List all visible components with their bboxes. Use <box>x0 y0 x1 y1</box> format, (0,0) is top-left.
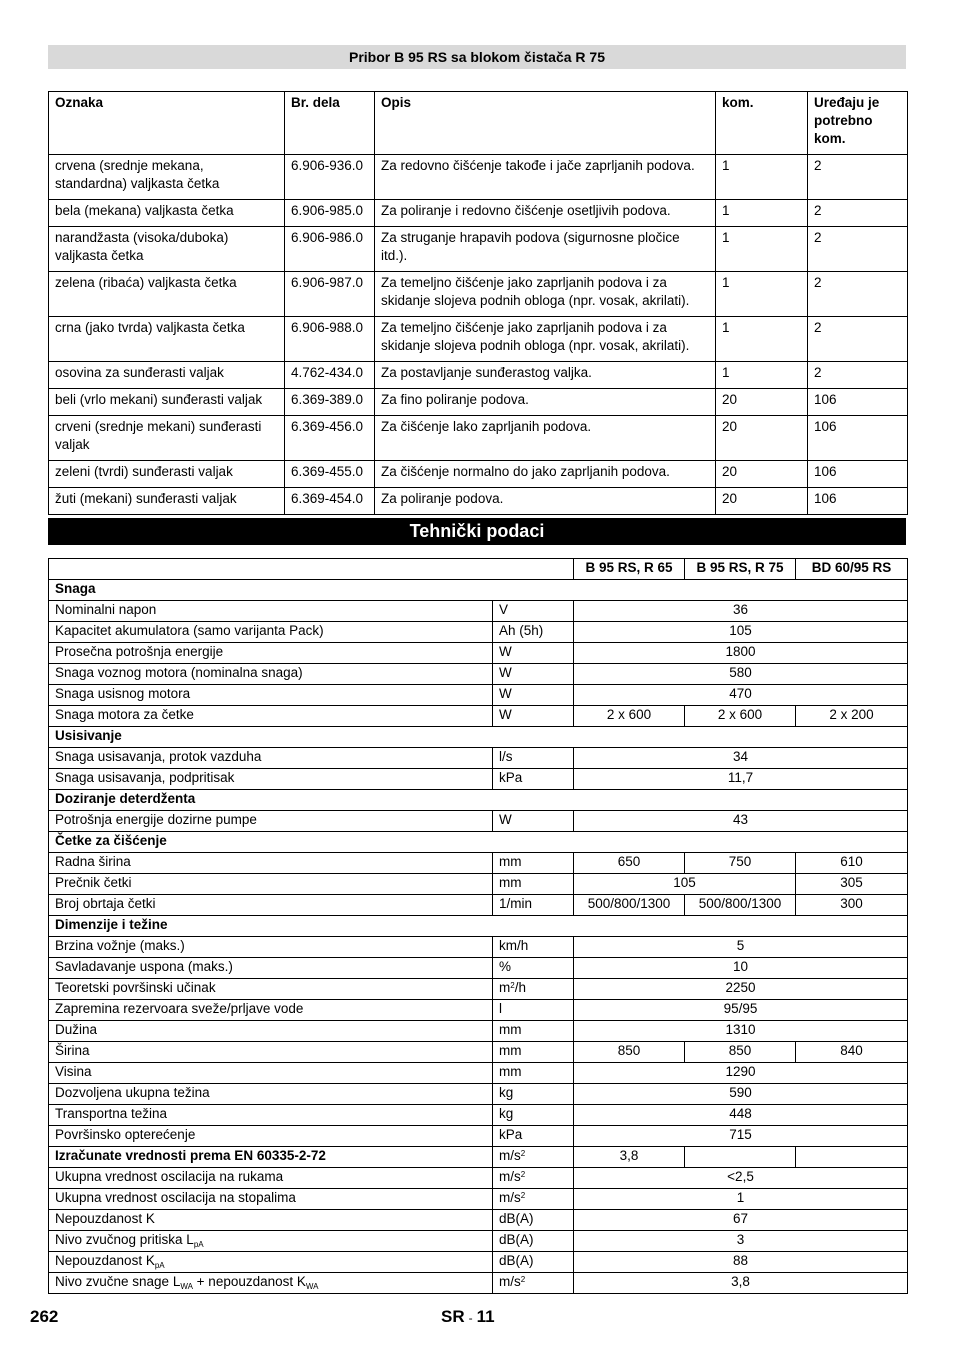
spec-label <box>49 1084 493 1105</box>
spec-label-text: Teoretski površinski učinak <box>55 980 216 995</box>
spec-unit <box>493 1273 574 1294</box>
spec-unit-text: Ah (5h) <box>499 623 544 638</box>
spec-label-text: Potrošnja energije dozirne pumpe <box>55 812 257 827</box>
spec-label-text: Snaga voznog motora (nominalna snaga) <box>55 665 303 680</box>
spec-row <box>49 664 908 685</box>
spec-unit-text: l/s <box>499 749 513 764</box>
spec-value <box>796 1147 908 1168</box>
spec-label <box>49 1126 493 1147</box>
required-qty: 2 <box>808 227 908 272</box>
tech-header-blank <box>49 559 574 580</box>
spec-unit-text: dB(A) <box>499 1211 534 1226</box>
spec-unit <box>493 685 574 706</box>
spec-value: 67 <box>574 1210 908 1231</box>
spec-label-text: Površinsko opterećenje <box>55 1127 196 1142</box>
spec-label-text: Nivo zvučne snage L <box>55 1274 181 1289</box>
spec-value <box>685 1147 796 1168</box>
accessory-description: Za temeljno čišćenje jako zaprljanih podova i za skidanje slojeva podnih obloga (npr. vosak, akrilati). <box>375 317 716 362</box>
spec-row <box>49 1147 908 1168</box>
accessory-row <box>49 488 908 515</box>
spec-row <box>49 1210 908 1231</box>
spec-row <box>49 1273 908 1294</box>
spec-unit-text: mm <box>499 1022 522 1037</box>
spec-unit <box>493 874 574 895</box>
spec-label-text: Snaga usisavanja, podpritisak <box>55 770 235 785</box>
spec-row <box>49 1126 908 1147</box>
page-number: 262 <box>30 1307 59 1326</box>
spec-unit <box>493 1231 574 1252</box>
spec-unit <box>493 643 574 664</box>
spec-label-text: Radna širina <box>55 854 131 869</box>
spec-unit <box>493 1210 574 1231</box>
spec-unit-text: mm <box>499 1064 522 1079</box>
required-qty: 106 <box>808 461 908 488</box>
spec-unit-superscript: 2 <box>510 981 515 990</box>
accessory-description: Za poliranje podova. <box>375 488 716 515</box>
spec-unit-text: mm <box>499 1043 522 1058</box>
separator: - <box>468 1311 473 1325</box>
spec-row <box>49 643 908 664</box>
spec-unit-text: m/s <box>499 1190 521 1205</box>
spec-label-text: Prosečna potrošnja energije <box>55 644 224 659</box>
spec-unit-text: m/s <box>499 1169 521 1184</box>
spec-label <box>49 748 493 769</box>
accessory-row <box>49 362 908 389</box>
spec-label-text: Nivo zvučnog pritiska L <box>55 1232 194 1247</box>
spec-unit-text: 1/min <box>499 896 533 911</box>
spec-label <box>49 1252 493 1273</box>
spec-label <box>49 769 493 790</box>
qty: 20 <box>716 389 808 416</box>
accessory-name: crveni (srednje mekani) sunđerasti valjak <box>49 416 285 461</box>
tech-data-table <box>48 558 908 1294</box>
spec-value: 3,8 <box>574 1273 908 1294</box>
spec-unit-text: kg <box>499 1085 514 1100</box>
accessory-description: Za postavljanje sunđerastog valjka. <box>375 362 716 389</box>
spec-label <box>49 1189 493 1210</box>
spec-label-text: Dozvoljena ukupna težina <box>55 1085 210 1100</box>
spec-label <box>49 874 493 895</box>
spec-label-text: + nepouzdanost K <box>192 1274 306 1289</box>
spec-unit-text: dB(A) <box>499 1253 534 1268</box>
spec-unit-superscript: 2 <box>520 1149 526 1158</box>
col-header-description: Opis <box>375 92 716 155</box>
accessory-name: crvena (srednje mekana, standardna) valjkasta četka <box>49 155 285 200</box>
spec-row <box>49 874 908 895</box>
spec-unit <box>493 1021 574 1042</box>
spec-row <box>49 685 908 706</box>
spec-unit-text: km/h <box>499 938 529 953</box>
spec-row <box>49 853 908 874</box>
spec-unit-text: W <box>499 665 512 680</box>
group-heading: Usisivanje <box>49 727 908 748</box>
spec-unit-text: W <box>499 686 512 701</box>
spec-unit <box>493 1105 574 1126</box>
spec-label <box>49 1273 493 1294</box>
spec-label <box>49 1042 493 1063</box>
spec-label-text: Snaga usisavanja, protok vazduha <box>55 749 262 764</box>
spec-value: 300 <box>796 895 908 916</box>
spec-value: 43 <box>574 811 908 832</box>
spec-label-subscript: pA <box>154 1261 165 1270</box>
spec-row <box>49 1189 908 1210</box>
spec-row <box>49 1168 908 1189</box>
spec-value: 10 <box>574 958 908 979</box>
group-heading: Četke za čišćenje <box>49 832 908 853</box>
spec-row <box>49 622 908 643</box>
spec-label <box>49 1231 493 1252</box>
spec-label <box>49 1147 493 1168</box>
spec-value: 95/95 <box>574 1000 908 1021</box>
group-row <box>49 916 908 937</box>
spec-label <box>49 979 493 1000</box>
spec-value: 305 <box>796 874 908 895</box>
spec-unit-text: m/s <box>499 1148 521 1163</box>
spec-unit-text: mm <box>499 854 522 869</box>
spec-label <box>49 1168 493 1189</box>
group-row <box>49 790 908 811</box>
spec-label <box>49 1210 493 1231</box>
spec-label-text: Ukupna vrednost oscilacija na rukama <box>55 1169 284 1184</box>
spec-row <box>49 1042 908 1063</box>
model-header: BD 60/95 RS <box>796 559 908 580</box>
spec-value: 1800 <box>574 643 908 664</box>
spec-value: 850 <box>685 1042 796 1063</box>
required-qty: 2 <box>808 362 908 389</box>
spec-value: 448 <box>574 1105 908 1126</box>
spec-label <box>49 685 493 706</box>
spec-unit-text: m/s <box>499 1274 521 1289</box>
tech-data-title: Tehnički podaci <box>48 518 906 545</box>
spec-unit-text: W <box>499 812 512 827</box>
spec-unit <box>493 1168 574 1189</box>
accessories-title: Pribor B 95 RS sa blokom čistača R 75 <box>48 45 906 69</box>
accessory-row <box>49 272 908 317</box>
part-number: 6.369-454.0 <box>285 488 375 515</box>
spec-row <box>49 937 908 958</box>
spec-unit <box>493 664 574 685</box>
group-heading: Doziranje deterdženta <box>49 790 908 811</box>
spec-label <box>49 1063 493 1084</box>
spec-value: 1290 <box>574 1063 908 1084</box>
spec-unit <box>493 1252 574 1273</box>
qty: 1 <box>716 362 808 389</box>
required-qty: 106 <box>808 389 908 416</box>
language-code: SR <box>441 1307 465 1326</box>
spec-value: 2 x 600 <box>574 706 685 727</box>
part-number: 6.906-985.0 <box>285 200 375 227</box>
spec-label <box>49 706 493 727</box>
spec-label-text: Broj obrtaja četki <box>55 896 156 911</box>
spec-label <box>49 1105 493 1126</box>
spec-unit <box>493 937 574 958</box>
spec-label <box>49 643 493 664</box>
col-header-oznaka: Oznaka <box>49 92 285 155</box>
spec-row <box>49 895 908 916</box>
spec-value: 11,7 <box>574 769 908 790</box>
spec-label-text: Transportna težina <box>55 1106 168 1121</box>
spec-label-text: Savladavanje uspona (maks.) <box>55 959 233 974</box>
qty: 1 <box>716 200 808 227</box>
spec-label-subscript: WA <box>180 1282 193 1291</box>
spec-unit-superscript: 2 <box>520 1170 526 1179</box>
spec-unit <box>493 853 574 874</box>
spec-unit-text: W <box>499 707 512 722</box>
part-number: 6.906-986.0 <box>285 227 375 272</box>
spec-label-text: Snaga motora za četke <box>55 707 194 722</box>
page-language-marker <box>441 1307 495 1327</box>
spec-label-text: Širina <box>55 1043 90 1058</box>
spec-unit <box>493 601 574 622</box>
spec-unit <box>493 706 574 727</box>
spec-unit-text: dB(A) <box>499 1232 534 1247</box>
spec-unit-text: V <box>499 602 509 617</box>
spec-unit-text: mm <box>499 875 522 890</box>
part-number: 6.906-988.0 <box>285 317 375 362</box>
required-qty: 2 <box>808 155 908 200</box>
spec-value: 1310 <box>574 1021 908 1042</box>
qty: 20 <box>716 461 808 488</box>
spec-row <box>49 769 908 790</box>
spec-unit-text: l <box>499 1001 502 1016</box>
qty: 1 <box>716 272 808 317</box>
spec-label <box>49 853 493 874</box>
spec-unit-text: m <box>499 980 511 995</box>
accessory-name: žuti (mekani) sunđerasti valjak <box>49 488 285 515</box>
accessory-description: Za temeljno čišćenje jako zaprljanih podova i za skidanje slojeva podnih obloga (npr. vosak, akrilati). <box>375 272 716 317</box>
part-number: 6.369-455.0 <box>285 461 375 488</box>
spec-label-text: Visina <box>55 1064 92 1079</box>
spec-label-text: Brzina vožnje (maks.) <box>55 938 185 953</box>
part-number: 6.369-389.0 <box>285 389 375 416</box>
accessory-name: zeleni (tvrdi) sunđerasti valjak <box>49 461 285 488</box>
accessory-name: narandžasta (visoka/duboka) valjkasta četka <box>49 227 285 272</box>
accessory-description: Za poliranje i redovno čišćenje osetljivih podova. <box>375 200 716 227</box>
spec-row <box>49 1252 908 1273</box>
accessory-row <box>49 461 908 488</box>
spec-unit-text: kPa <box>499 1127 523 1142</box>
spec-unit <box>493 1000 574 1021</box>
group-row <box>49 580 908 601</box>
spec-unit <box>493 769 574 790</box>
spec-row <box>49 1231 908 1252</box>
spec-row <box>49 1084 908 1105</box>
spec-label-text: Ukupna vrednost oscilacija na stopalima <box>55 1190 296 1205</box>
spec-row <box>49 1000 908 1021</box>
spec-label <box>49 958 493 979</box>
spec-label <box>49 601 493 622</box>
spec-value: 2250 <box>574 979 908 1000</box>
spec-unit <box>493 622 574 643</box>
required-qty: 106 <box>808 488 908 515</box>
group-heading: Dimenzije i težine <box>49 916 908 937</box>
spec-value: 715 <box>574 1126 908 1147</box>
spec-row <box>49 706 908 727</box>
col-header-qty: kom. <box>716 92 808 155</box>
spec-label-text: Dužina <box>55 1022 98 1037</box>
accessory-name: crna (jako tvrda) valjkasta četka <box>49 317 285 362</box>
spec-row <box>49 979 908 1000</box>
accessory-description: Za čišćenje normalno do jako zaprljanih podova. <box>375 461 716 488</box>
spec-label-text: Nepouzdanost K <box>55 1211 155 1226</box>
accessory-description: Za fino poliranje podova. <box>375 389 716 416</box>
spec-unit <box>493 748 574 769</box>
spec-label-text: Zapremina rezervoara sveže/prljave vode <box>55 1001 304 1016</box>
spec-value: 500/800/1300 <box>685 895 796 916</box>
spec-label <box>49 622 493 643</box>
spec-value: 34 <box>574 748 908 769</box>
part-number: 6.906-987.0 <box>285 272 375 317</box>
spec-label <box>49 664 493 685</box>
required-qty: 2 <box>808 200 908 227</box>
spec-value: 580 <box>574 664 908 685</box>
spec-unit <box>493 979 574 1000</box>
spec-unit-text: % <box>499 959 512 974</box>
required-qty: 106 <box>808 416 908 461</box>
model-header: B 95 RS, R 65 <box>574 559 685 580</box>
accessory-description: Za struganje hrapavih podova (sigurnosne pločice itd.). <box>375 227 716 272</box>
qty: 20 <box>716 416 808 461</box>
spec-row <box>49 1105 908 1126</box>
accessory-name: osovina za sunđerasti valjak <box>49 362 285 389</box>
spec-label-text: Kapacitet akumulatora (samo varijanta Pack) <box>55 623 324 638</box>
spec-label <box>49 1021 493 1042</box>
spec-unit-text: /h <box>514 980 526 995</box>
spec-value: 1 <box>574 1189 908 1210</box>
spec-value: 3,8 <box>574 1147 685 1168</box>
col-header-required-qty: Uređaju je potrebno kom. <box>808 92 908 155</box>
qty: 20 <box>716 488 808 515</box>
spec-row <box>49 1063 908 1084</box>
accessory-name: beli (vrlo mekani) sunđerasti valjak <box>49 389 285 416</box>
spec-row <box>49 811 908 832</box>
spec-value: 610 <box>796 853 908 874</box>
spec-value: 2 x 600 <box>685 706 796 727</box>
spec-value: 840 <box>796 1042 908 1063</box>
part-number: 6.906-936.0 <box>285 155 375 200</box>
spec-value: 88 <box>574 1252 908 1273</box>
accessory-name: zelena (ribaća) valjkasta četka <box>49 272 285 317</box>
spec-label-text: Nepouzdanost K <box>55 1253 155 1268</box>
spec-value: 36 <box>574 601 908 622</box>
spec-unit <box>493 1084 574 1105</box>
accessory-row <box>49 155 908 200</box>
required-qty: 2 <box>808 272 908 317</box>
spec-row <box>49 1021 908 1042</box>
spec-value: 470 <box>574 685 908 706</box>
spec-value: 5 <box>574 937 908 958</box>
spec-label-text: Prečnik četki <box>55 875 132 890</box>
spec-label-text: Snaga usisnog motora <box>55 686 191 701</box>
part-number: 6.369-456.0 <box>285 416 375 461</box>
spec-value: 590 <box>574 1084 908 1105</box>
spec-label-text: Izračunate vrednosti prema EN 60335-2-72 <box>55 1148 326 1163</box>
accessory-description: Za redovno čišćenje takođe i jače zaprljanih podova. <box>375 155 716 200</box>
accessory-row <box>49 416 908 461</box>
qty: 1 <box>716 155 808 200</box>
spec-label <box>49 811 493 832</box>
spec-unit <box>493 1063 574 1084</box>
spec-row <box>49 958 908 979</box>
spec-label-subscript: pA <box>193 1240 204 1249</box>
spec-value: <2,5 <box>574 1168 908 1189</box>
spec-label-text: Nominalni napon <box>55 602 157 617</box>
accessory-name: bela (mekana) valjkasta četka <box>49 200 285 227</box>
spec-row <box>49 748 908 769</box>
accessory-row <box>49 200 908 227</box>
group-row <box>49 727 908 748</box>
col-header-part-number: Br. dela <box>285 92 375 155</box>
spec-unit-superscript: 2 <box>520 1275 526 1284</box>
accessory-row <box>49 227 908 272</box>
part-number: 4.762-434.0 <box>285 362 375 389</box>
accessory-row <box>49 317 908 362</box>
spec-value: 3 <box>574 1231 908 1252</box>
spec-unit-superscript: 2 <box>520 1191 526 1200</box>
spec-unit-text: kg <box>499 1106 514 1121</box>
required-qty: 2 <box>808 317 908 362</box>
spec-label <box>49 1000 493 1021</box>
accessory-row <box>49 389 908 416</box>
spec-unit <box>493 1042 574 1063</box>
qty: 1 <box>716 317 808 362</box>
group-row <box>49 832 908 853</box>
spec-unit <box>493 811 574 832</box>
tech-header-row <box>49 559 908 580</box>
spec-value: 2 x 200 <box>796 706 908 727</box>
spec-row <box>49 601 908 622</box>
spec-value: 850 <box>574 1042 685 1063</box>
group-heading: Snaga <box>49 580 908 601</box>
accessories-table <box>48 91 908 515</box>
spec-unit-text: W <box>499 644 512 659</box>
spec-value: 750 <box>685 853 796 874</box>
qty: 1 <box>716 227 808 272</box>
spec-value: 105 <box>574 622 908 643</box>
spec-unit <box>493 895 574 916</box>
spec-unit <box>493 1189 574 1210</box>
spec-unit <box>493 1147 574 1168</box>
accessory-description: Za čišćenje lako zaprljanih podova. <box>375 416 716 461</box>
spec-unit <box>493 1126 574 1147</box>
spec-label <box>49 937 493 958</box>
spec-unit <box>493 958 574 979</box>
spec-value: 500/800/1300 <box>574 895 685 916</box>
section-page-number: 11 <box>476 1307 495 1326</box>
spec-label <box>49 895 493 916</box>
spec-unit-text: kPa <box>499 770 523 785</box>
spec-value: 650 <box>574 853 685 874</box>
model-header: B 95 RS, R 75 <box>685 559 796 580</box>
accessories-header-row <box>49 92 908 155</box>
spec-value: 105 <box>574 874 796 895</box>
spec-label-subscript: WA <box>305 1282 319 1291</box>
